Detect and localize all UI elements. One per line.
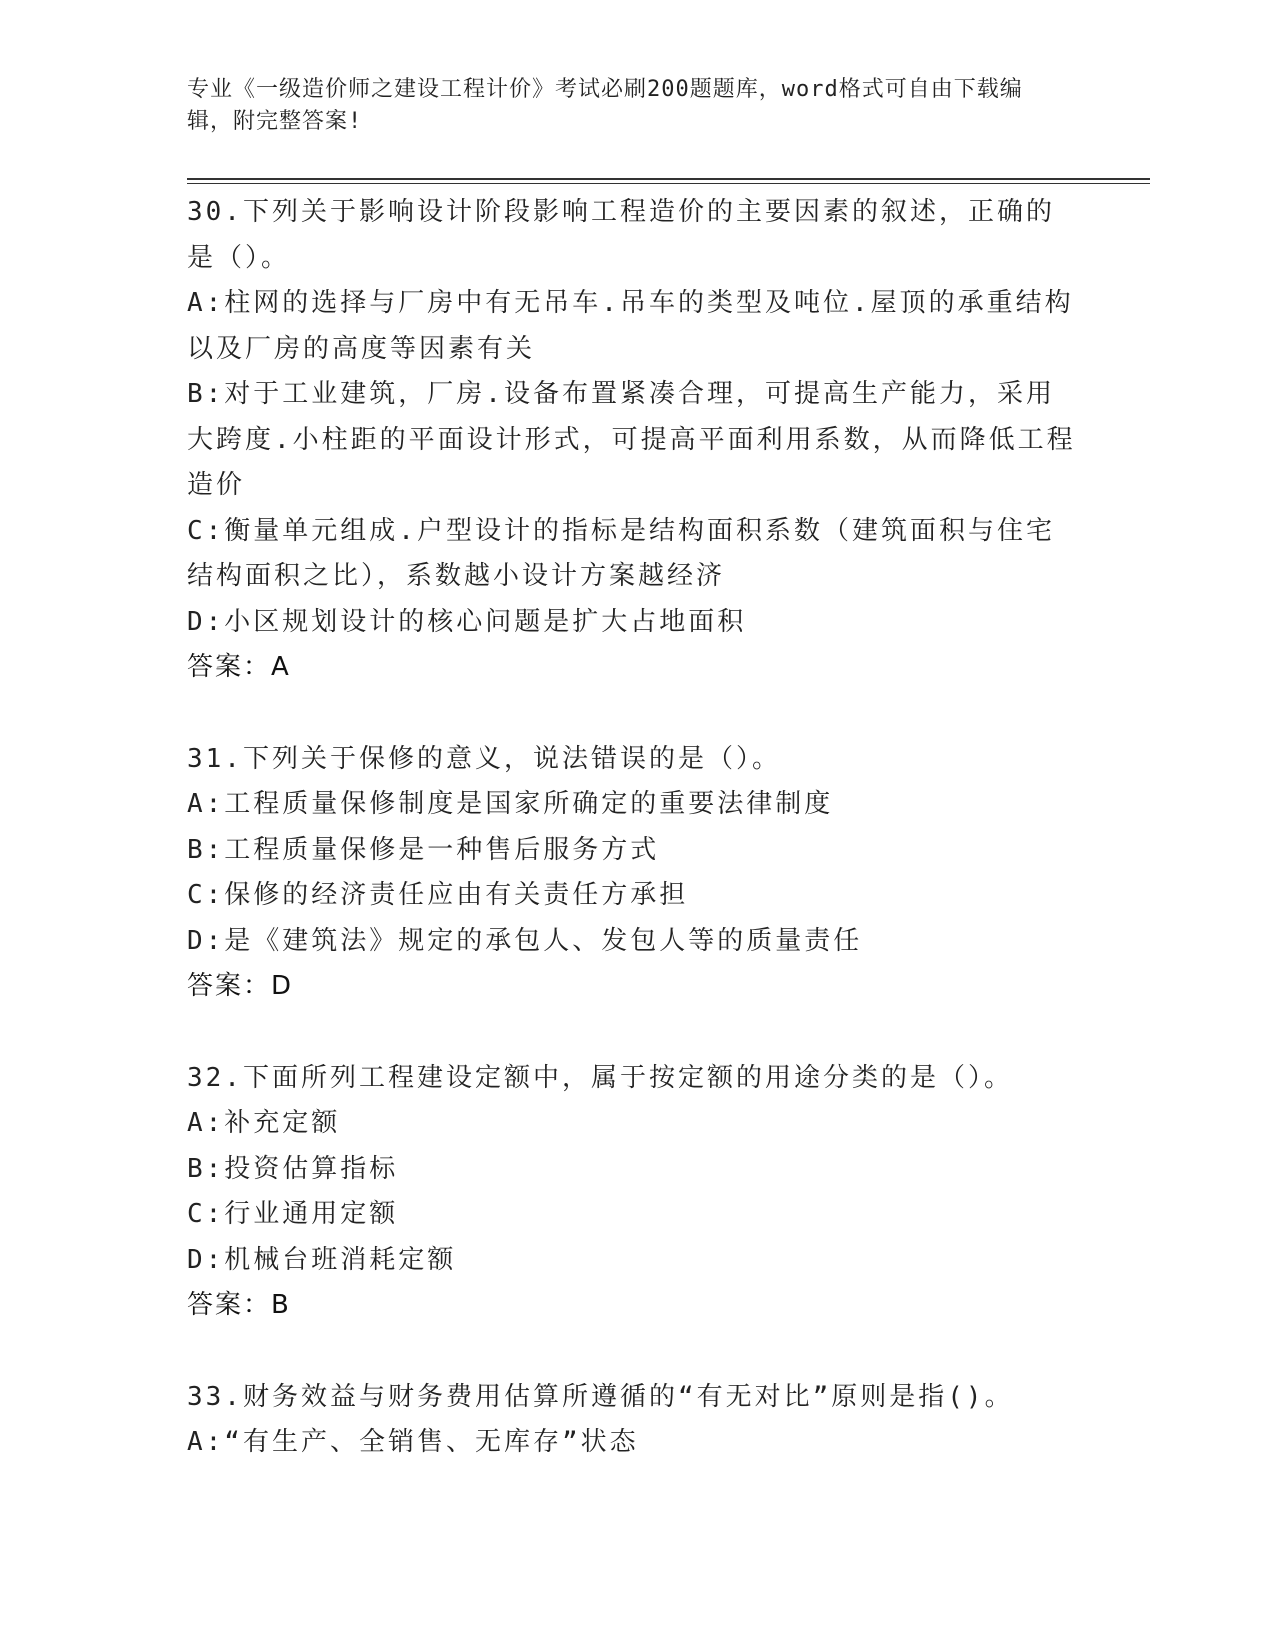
option-c: C:衡量单元组成.户型设计的指标是结构面积系数（建筑面积与住宅结构面积之比），系数越小设计方案越经济 bbox=[187, 515, 1055, 591]
question-stem: 33.财务效益与财务费用估算所遵循的“有无对比”原则是指()。 bbox=[187, 1381, 1014, 1412]
option-a: A:补充定额 bbox=[187, 1108, 341, 1138]
option-d: D:是《建筑法》规定的承包人、发包人等的质量责任 bbox=[187, 925, 863, 956]
answer-line: 答案：B bbox=[187, 1290, 291, 1320]
question-33 bbox=[187, 1375, 1077, 1466]
option-b: B:对于工业建筑，厂房.设备布置紧凑合理，可提高生产能力，采用大跨度.小柱距的平面设计形式，可提高平面利用系数，从而降低工程造价 bbox=[187, 379, 1076, 500]
option-a: A:“有生产、全销售、无库存”状态 bbox=[187, 1427, 639, 1457]
question-32 bbox=[187, 1056, 1077, 1329]
question-list bbox=[187, 190, 1077, 1466]
option-b: B:投资估算指标 bbox=[187, 1153, 399, 1184]
option-c: C:保修的经济责任应由有关责任方承担 bbox=[187, 880, 689, 910]
question-30 bbox=[187, 190, 1077, 691]
header-divider-thick bbox=[187, 178, 1150, 180]
question-stem: 30.下列关于影响设计阶段影响工程造价的主要因素的叙述，正确的是（）。 bbox=[187, 197, 1055, 273]
option-a: A:工程质量保修制度是国家所确定的重要法律制度 bbox=[187, 789, 834, 819]
answer-line: 答案：D bbox=[187, 971, 294, 1001]
option-b: B:工程质量保修是一种售后服务方式 bbox=[187, 834, 660, 865]
answer-line: 答案：A bbox=[187, 652, 291, 682]
header-divider-thin bbox=[187, 183, 1150, 184]
option-d: D:小区规划设计的核心问题是扩大占地面积 bbox=[187, 606, 747, 637]
page-header: 专业《一级造价师之建设工程计价》考试必刷200题题库，word格式可自由下载编辑，附完整答案! bbox=[187, 77, 1023, 134]
option-d: D:机械台班消耗定额 bbox=[187, 1244, 457, 1275]
option-a: A:柱网的选择与厂房中有无吊车.吊车的类型及吨位.屋顶的承重结构以及厂房的高度等因素有关 bbox=[187, 288, 1074, 364]
question-31 bbox=[187, 737, 1077, 1010]
option-c: C:行业通用定额 bbox=[187, 1199, 399, 1229]
question-stem: 31.下列关于保修的意义，说法错误的是（）。 bbox=[187, 743, 781, 774]
question-stem: 32.下面所列工程建设定额中，属于按定额的用途分类的是（）。 bbox=[187, 1062, 1013, 1093]
